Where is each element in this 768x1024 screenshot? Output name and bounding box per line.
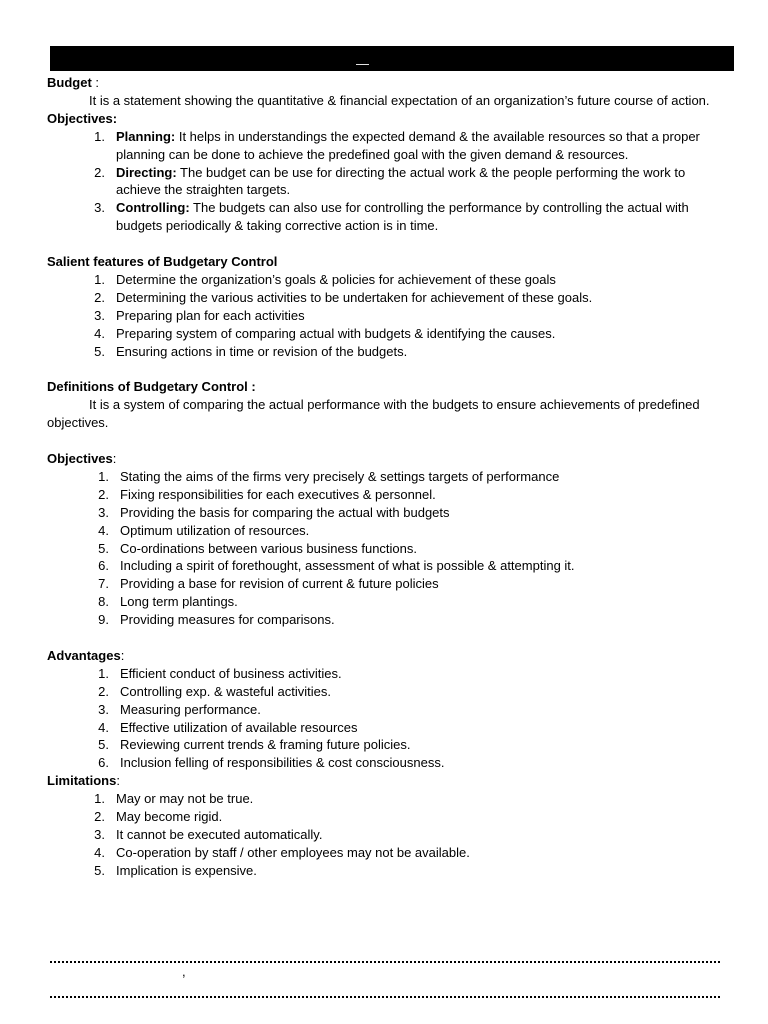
list-item <box>47 611 733 629</box>
objectives-control-list <box>47 468 733 629</box>
list-number: 5. <box>94 343 105 359</box>
list-number: 9. <box>98 612 109 628</box>
item-text: Effective utilization of available resources <box>120 719 358 735</box>
budget-heading-suffix: : <box>91 75 100 90</box>
budget-heading-line <box>47 74 733 92</box>
item-text: Controlling exp. & wasteful activities. <box>120 683 331 699</box>
definitions-section <box>47 378 733 432</box>
list-item <box>47 808 733 826</box>
list-item <box>47 844 733 862</box>
list-number: 2. <box>94 809 105 825</box>
list-item <box>47 271 733 289</box>
list-item <box>47 701 733 719</box>
footer-mark: , <box>182 964 186 979</box>
item-term: Controlling: <box>116 200 190 216</box>
list-number: 1. <box>98 468 109 484</box>
item-text: It helps in understandings the expected demand & the available resources so that a proper planning can be done to achieve the predefined goal with the given demand & resources. <box>116 128 700 162</box>
header-mark: — <box>356 56 369 71</box>
list-item <box>47 199 733 235</box>
limitations-heading-line <box>47 772 733 790</box>
advantages-heading: Advantages <box>47 647 121 663</box>
budget-definition: It is a statement showing the quantitative & financial expectation of an organization’s future course of action. <box>89 92 710 108</box>
list-number: 4. <box>94 844 105 860</box>
list-item <box>47 665 733 683</box>
item-text: Fixing responsibilities for each executives & personnel. <box>120 486 436 502</box>
list-number: 2. <box>98 486 109 502</box>
salient-features-list <box>47 271 733 361</box>
heading-suffix: : <box>120 647 125 663</box>
list-number: 1. <box>94 271 105 287</box>
item-text: May become rigid. <box>116 809 223 825</box>
objectives-control-section <box>47 450 733 629</box>
budget-heading: Budget <box>47 75 92 90</box>
item-text: Preparing system of comparing actual with budgets & identifying the causes. <box>116 325 556 341</box>
list-item <box>47 575 733 593</box>
list-item <box>47 557 733 575</box>
item-text: Long term plantings. <box>120 594 238 610</box>
objectives-control-heading-line <box>47 450 733 468</box>
list-number: 4. <box>98 719 109 735</box>
limitations-heading: Limitations <box>47 773 117 789</box>
list-item <box>47 540 733 558</box>
list-item <box>47 683 733 701</box>
list-number: 4. <box>94 325 105 341</box>
item-text: Determining the various activities to be undertaken for achievement of these goals. <box>116 289 593 305</box>
header-bar <box>50 46 734 71</box>
objectives-control-heading: Objectives <box>47 450 113 466</box>
list-number: 2. <box>98 683 109 699</box>
list-item <box>47 343 733 361</box>
list-number: 5. <box>98 737 109 753</box>
item-text: Implication is expensive. <box>116 862 257 878</box>
list-item <box>47 504 733 522</box>
list-item <box>47 593 733 611</box>
item-text: Providing measures for comparisons. <box>120 612 335 628</box>
limitations-section <box>47 772 733 879</box>
list-item <box>47 862 733 880</box>
item-text: Optimum utilization of resources. <box>120 522 310 538</box>
list-number: 4. <box>98 522 109 538</box>
list-item <box>47 128 733 164</box>
advantages-list <box>47 665 733 772</box>
item-text: Co-operation by staff / other employees may not be available. <box>116 844 470 860</box>
item-text: May or may not be true. <box>116 791 254 807</box>
list-item <box>47 164 733 200</box>
list-item <box>47 486 733 504</box>
list-item <box>47 522 733 540</box>
item-text: Providing a base for revision of current & future policies <box>120 576 439 592</box>
list-item <box>47 307 733 325</box>
definitions-text: It is a system of comparing the actual performance with the budgets to ensure achievements of predefined objectives. <box>47 397 700 431</box>
item-text: Including a spirit of forethought, assessment of what is possible & attempting it. <box>120 558 575 574</box>
item-text: Inclusion felling of responsibilities & cost consciousness. <box>120 755 445 771</box>
salient-features-heading: Salient features of Budgetary Control <box>47 254 278 270</box>
list-number: 1. <box>94 128 105 144</box>
item-text: Co-ordinations between various business functions. <box>120 540 418 556</box>
list-number: 6. <box>98 755 109 771</box>
list-number: 1. <box>94 791 105 807</box>
definitions-heading: Definitions of Budgetary Control : <box>47 379 256 395</box>
item-term: Planning: <box>116 128 176 144</box>
footer-dotted-rule <box>50 961 720 963</box>
item-term: Directing: <box>116 164 177 180</box>
heading-suffix: : <box>112 450 117 466</box>
salient-features-section <box>47 253 733 360</box>
item-text: Providing the basis for comparing the actual with budgets <box>120 504 450 520</box>
footer-dotted-rule <box>50 996 720 998</box>
list-item <box>47 719 733 737</box>
list-number: 5. <box>94 862 105 878</box>
item-text: The budgets can also use for controlling the performance by controlling the actual with budgets periodically & taking corrective action is in time. <box>116 200 689 234</box>
item-text: Reviewing current trends & framing future policies. <box>120 737 411 753</box>
list-number: 7. <box>98 576 109 592</box>
advantages-section <box>47 647 733 772</box>
list-number: 3. <box>94 307 105 323</box>
item-text: Preparing plan for each activities <box>116 307 305 323</box>
list-number: 3. <box>94 200 105 216</box>
list-number: 2. <box>94 289 105 305</box>
document-body <box>47 74 733 880</box>
heading-suffix: : <box>116 773 120 789</box>
item-text: Stating the aims of the firms very precisely & settings targets of performance <box>120 468 560 484</box>
list-item <box>47 468 733 486</box>
list-number: 1. <box>98 665 109 681</box>
item-text: Efficient conduct of business activities. <box>120 665 342 681</box>
item-text: The budget can be use for directing the actual work & the people performing the work to achieve the straighten targets. <box>116 164 686 198</box>
list-number: 3. <box>98 504 109 520</box>
list-item <box>47 826 733 844</box>
list-item <box>47 790 733 808</box>
list-number: 3. <box>94 827 105 842</box>
list-item <box>47 325 733 343</box>
list-number: 6. <box>98 558 109 574</box>
advantages-heading-line <box>47 647 733 665</box>
list-number: 2. <box>94 164 105 180</box>
objectives-heading: Objectives: <box>47 110 118 126</box>
limitations-list <box>47 790 733 880</box>
item-text: Measuring performance. <box>120 701 261 717</box>
objectives-section <box>47 110 733 235</box>
list-number: 3. <box>98 701 109 717</box>
budget-section <box>47 74 733 110</box>
list-item <box>47 289 733 307</box>
item-text: Ensuring actions in time or revision of the budgets. <box>116 343 408 359</box>
list-item <box>47 754 733 772</box>
objectives-list <box>47 128 733 235</box>
item-text: Determine the organization’s goals & policies for achievement of these goals <box>116 271 556 287</box>
list-item <box>47 736 733 754</box>
list-number: 8. <box>98 594 109 610</box>
item-text: It cannot be executed automatically. <box>116 827 323 842</box>
list-number: 5. <box>98 540 109 556</box>
